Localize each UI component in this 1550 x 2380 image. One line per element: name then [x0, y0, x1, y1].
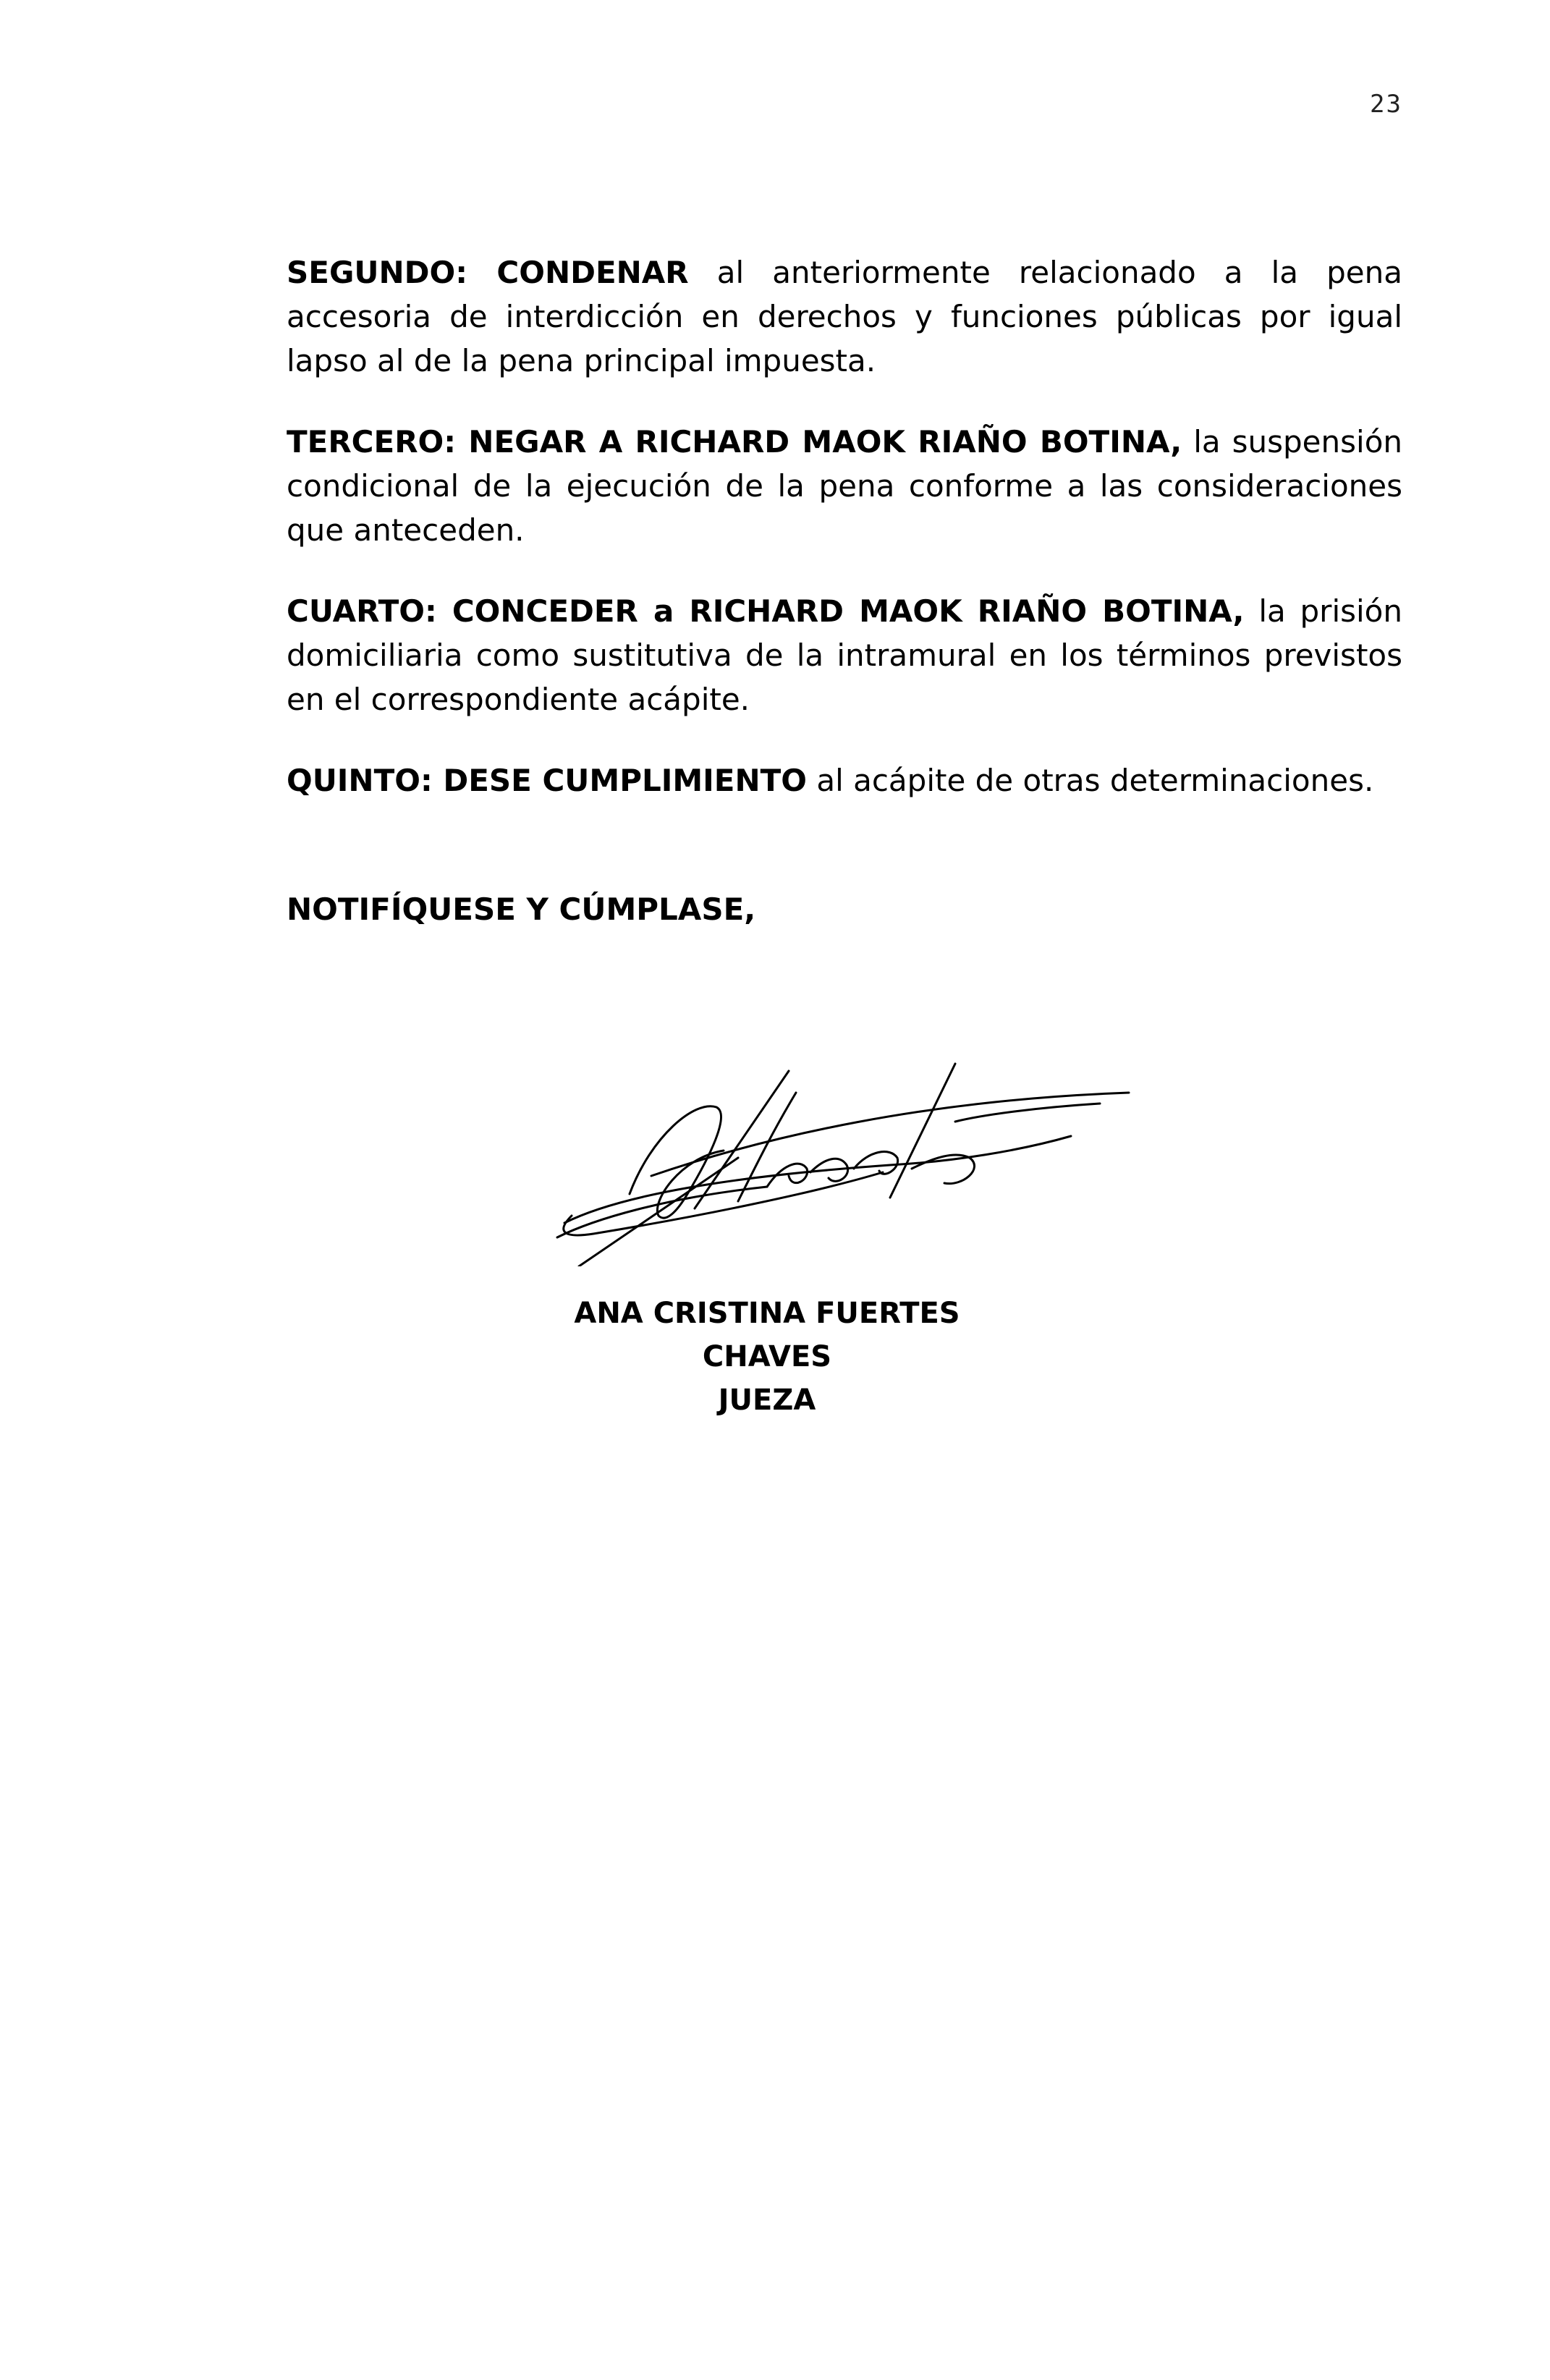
signer-block [507, 1292, 1028, 1422]
signer-name: ANA CRISTINA FUERTES CHAVES [574, 1297, 960, 1373]
page-number: 23 [1370, 90, 1402, 119]
paragraph-text: al acápite de otras determinaciones. [806, 763, 1374, 798]
paragraph-segundo [287, 250, 1402, 383]
paragraph-cuarto [287, 589, 1402, 721]
paragraph-heading: SEGUNDO: CONDENAR [287, 255, 689, 290]
paragraph-text: la suspensión condicional de la ejecución de la pena conforme a las consideraciones que anteceden. [287, 424, 1403, 548]
signer-title: JUEZA [718, 1384, 816, 1417]
handwritten-signature [550, 1049, 1143, 1266]
paragraph-heading: CUARTO: CONCEDER a RICHARD MAOK RIAÑO BOTINA, [287, 593, 1245, 629]
closing-formula: NOTIFÍQUESE Y CÚMPLASE, [287, 892, 756, 927]
paragraph-heading: QUINTO: DESE CUMPLIMIENTO [287, 763, 807, 798]
paragraph-quinto [287, 758, 1373, 802]
paragraph-text: al anteriormente relacionado a la pena accesoria de interdicción en derechos y funciones públicas por igual lapso al de la pena principal impuesta. [287, 255, 1402, 378]
paragraph-tercero [287, 420, 1402, 552]
paragraph-heading: TERCERO: NEGAR A RICHARD MAOK RIAÑO BOTINA, [287, 424, 1182, 460]
paragraph-text: la prisión domiciliaria como sustitutiva de la intramural en los términos previstos en el correspondiente acápite. [287, 593, 1402, 717]
